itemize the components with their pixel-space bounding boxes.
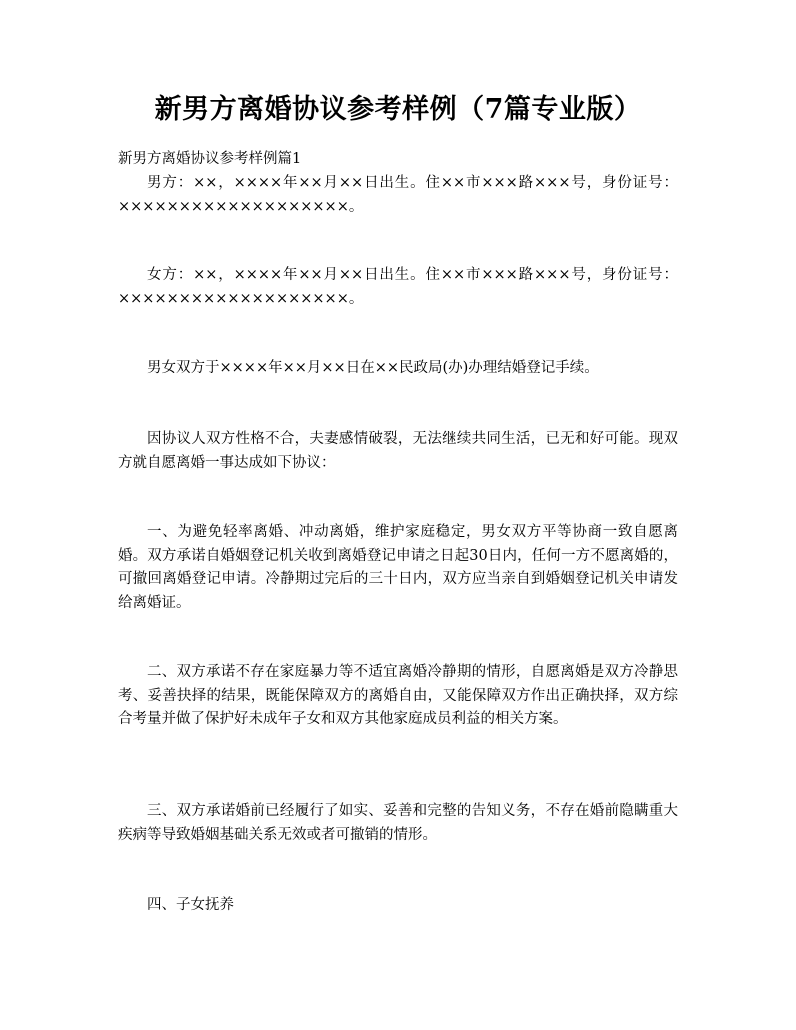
paragraph-clause-1: 一、为避免轻率离婚、冲动离婚，维护家庭稳定，男女双方平等协商一致自愿离婚。双方承诺自婚姻登记机关收到离婚登记申请之日起30日内，任何一方不愿离婚的，可撤回离婚登记申请。冷静期过完后的三十日内，双方应当亲自到婚姻登记机关申请发给离婚证。	[118, 524, 678, 611]
paragraph-husband-info: 男方：××，××××年××月××日出生。住××市×××路×××号，身份证号：×××××××××××××××××××。	[118, 175, 678, 215]
document-title: 新男方离婚协议参考样例（7篇专业版）	[154, 94, 642, 125]
paragraph-wife-info: 女方：××，××××年××月××日出生。住××市×××路×××号，身份证号：×××××××××××××××××××。	[118, 267, 678, 307]
paragraph-clause-2: 二、双方承诺不存在家庭暴力等不适宜离婚冷静期的情形，自愿离婚是双方冷静思考、妥善抉择的结果，既能保障双方的离婚自由，又能保障双方作出正确抉择，双方综合考量并做了保护好未成年子女和双方其他家庭成员利益的相关方案。	[118, 664, 678, 727]
paragraph-clause-4-heading: 四、子女抚养	[147, 897, 234, 913]
section-heading: 新男方离婚协议参考样例篇1	[118, 151, 302, 167]
paragraph-marriage-registration: 男女双方于××××年××月××日在××民政局(办)办理结婚登记手续。	[147, 360, 599, 376]
paragraph-clause-3: 三、双方承诺婚前已经履行了如实、妥善和完整的告知义务，不存在婚前隐瞒重大疾病等导致婚姻基础关系无效或者可撤销的情形。	[118, 803, 678, 843]
paragraph-reason: 因协议人双方性格不合，夫妻感情破裂，无法继续共同生活，已无和好可能。现双方就自愿离婚一事达成如下协议：	[118, 431, 678, 471]
